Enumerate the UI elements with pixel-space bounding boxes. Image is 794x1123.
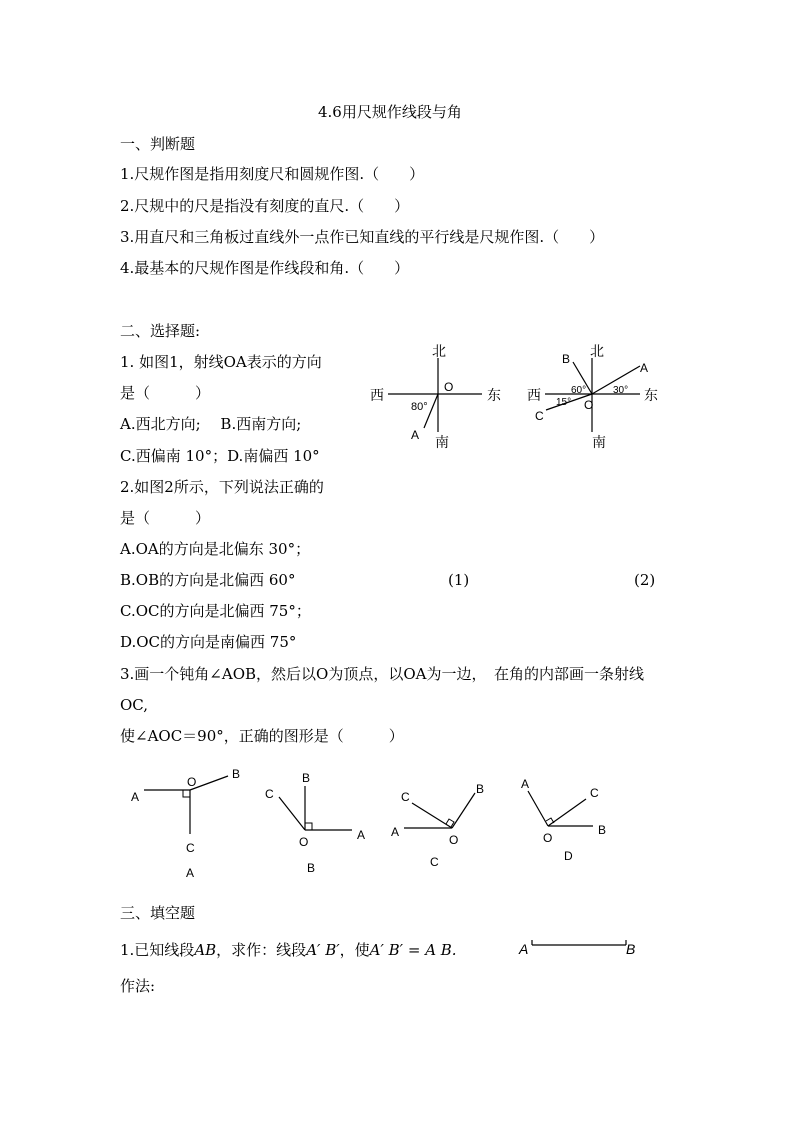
figure1-east-label: 东 <box>487 387 501 403</box>
figure2-angle-a-label: 30° <box>613 385 629 396</box>
q3-stem-line1: 3.画一个钝角∠AOB，然后以O为顶点，以OA为一边， 在角的内部画一条射线 <box>120 665 644 683</box>
figure2-angle-c-label: 15° <box>556 397 572 408</box>
choice-d-label-b: B <box>598 823 607 837</box>
segment-point-a-label: A <box>519 941 529 957</box>
q2-stem-line2: 是（ ） <box>120 509 211 527</box>
choice-b-label-a: A <box>357 828 366 842</box>
figure2-ray-a-label: A <box>640 361 649 375</box>
choice-a-label-b: B <box>232 767 241 781</box>
choice-a-caption: A <box>186 866 195 880</box>
figure1-south-label: 南 <box>435 434 449 450</box>
figure1-west-label: 西 <box>370 387 384 403</box>
choice-d-label-c: C <box>590 786 599 800</box>
figure2-east-label: 东 <box>644 387 658 403</box>
figure2-angle-b-label: 60° <box>571 385 587 396</box>
choice-d-label-o: O <box>543 831 553 845</box>
q1-stem-line1: 1. 如图1，射线OA表示的方向 <box>120 353 322 371</box>
section3-heading: 三、填空题 <box>120 904 196 922</box>
judgment-item-3: 3.用直尺和三角板过直线外一点作已知直线的平行线是尺规作图.（ ） <box>120 228 605 246</box>
choice-c-caption: C <box>430 855 439 869</box>
figure2-south-label: 南 <box>592 434 606 450</box>
section3-q1-middle2: ，使 <box>339 941 370 959</box>
figure2-ray-c-label: C <box>535 409 544 423</box>
choice-a-label-c: C <box>186 841 195 855</box>
section3-q1-eq-left: A′ B′ <box>369 941 404 959</box>
judgment-item-1: 1.尺规作图是指用刻度尺和圆规作图.（ ） <box>120 165 425 183</box>
page-title: 4.6用尺规作线段与角 <box>318 103 462 121</box>
figure1-ray-label: A <box>411 428 420 442</box>
q3-stem-line3: 使∠AOC＝90°，正确的图形是（ ） <box>120 727 404 745</box>
q2-option-c: C.OC的方向是北偏西 75°； <box>120 602 311 620</box>
section3-q1-prefix: 1.已知线段 <box>120 941 195 959</box>
section3-q1-eq-right: A B. <box>425 941 457 959</box>
figure2-north-label: 北 <box>590 343 604 359</box>
choice-c-label-a: A <box>391 825 400 839</box>
choice-b-caption: B <box>307 861 316 875</box>
figure2-ray-b-label: B <box>562 352 571 366</box>
section3-q1-seg-prime: A′ B′ <box>306 941 340 959</box>
q2-option-b: B.OB的方向是北偏西 60° <box>120 571 296 589</box>
figure1-origin-label: O <box>444 380 454 394</box>
choice-a-label-o: O <box>187 775 197 789</box>
section3-q1-eq-sign: = <box>403 941 426 959</box>
q2-stem-line1: 2.如图2所示，下列说法正确的 <box>120 478 324 496</box>
q3-stem-line2: OC, <box>120 696 149 714</box>
choice-c-label-c: C <box>401 790 410 804</box>
segment-point-b-label: B <box>626 941 636 957</box>
choice-c-label-o: O <box>449 833 459 847</box>
judgment-item-2: 2.尺规中的尺是指没有刻度的直尺.（ ） <box>120 197 410 215</box>
figure1-angle-label: 80° <box>411 401 428 413</box>
figure2-west-label: 西 <box>527 387 541 403</box>
section3-q1-seg: AB <box>194 941 217 959</box>
section1-heading: 一、判断题 <box>120 135 196 153</box>
choice-d-label-a: A <box>521 777 530 791</box>
figure2-caption: (2) <box>634 571 656 589</box>
q2-option-d: D.OC的方向是南偏西 75° <box>120 633 297 651</box>
q1-stem-line2: 是（ ） <box>120 384 211 402</box>
method-label: 作法: <box>120 977 156 995</box>
judgment-item-4: 4.最基本的尺规作图是作线段和角.（ ） <box>120 259 410 277</box>
q1-options-line2: C.西偏南 10°；D.南偏西 10° <box>120 447 320 465</box>
choice-b-label-b: B <box>302 771 311 785</box>
choice-b-label-c: C <box>265 787 274 801</box>
figure1-caption: (1) <box>448 571 470 589</box>
q1-options-line1: A.西北方向; B.西南方向; <box>120 415 302 433</box>
section3-q1-middle: ，求作：线段 <box>216 941 307 959</box>
figure1-north-label: 北 <box>432 343 446 359</box>
choice-c-label-b: B <box>476 782 485 796</box>
choice-b-label-o: O <box>299 835 309 849</box>
section2-heading: 二、选择题: <box>120 322 201 340</box>
q2-option-a: A.OA的方向是北偏东 30°； <box>120 540 311 558</box>
figure2-origin-label: O <box>584 398 594 412</box>
choice-d-caption: D <box>564 849 573 863</box>
choice-a-label-a: A <box>131 790 140 804</box>
